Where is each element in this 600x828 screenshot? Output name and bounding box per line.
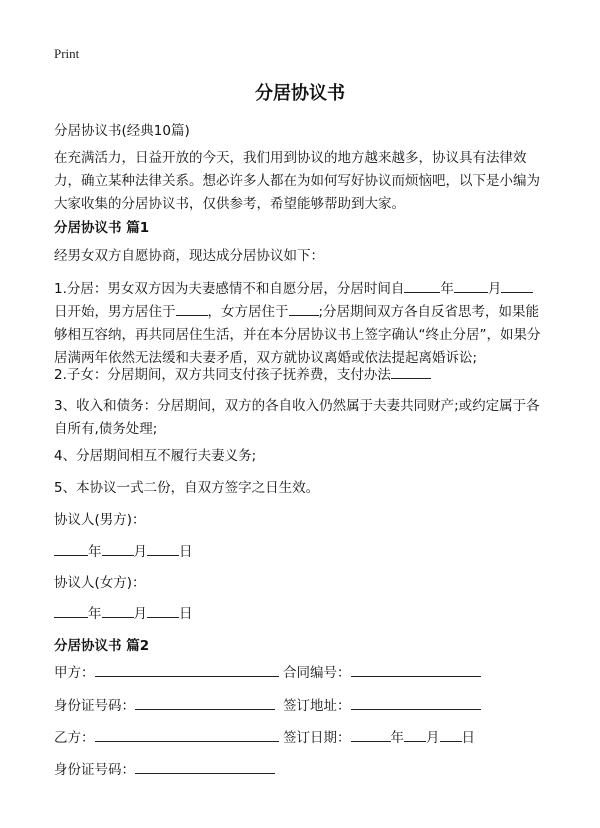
id-no-row <box>54 695 275 718</box>
blank-year <box>54 543 88 556</box>
blank-female-address <box>289 303 319 316</box>
blank-month <box>102 543 134 556</box>
blank-month <box>454 280 488 293</box>
section-heading-1: 分居协议书 篇1 <box>54 220 150 236</box>
section1-lead: 经男女双方自愿协商，现达成分居协议如下： <box>54 248 324 264</box>
party-a-row <box>54 662 279 685</box>
year-label: 年 <box>88 606 102 622</box>
blank-day <box>501 280 533 293</box>
blank-male-address <box>176 303 208 316</box>
document-subtitle: 分居协议书(经典10篇) <box>54 123 190 139</box>
month-label: 月 <box>487 281 502 297</box>
blank-day <box>147 605 179 618</box>
sign-place-label: 签订地址： <box>283 698 351 714</box>
blank-year <box>351 729 391 742</box>
id-no-blank <box>135 697 275 710</box>
party-b-row <box>54 727 279 750</box>
id-no-label: 身份证号码： <box>54 698 135 714</box>
year-label: 年 <box>440 281 454 297</box>
id-no-2-label: 身份证号码： <box>54 762 135 778</box>
day-label: 日 <box>179 606 193 622</box>
clause-3: 3、收入和债务：分居期间，双方的各自收入仍然属于夫妻共同财产;或约定属于各自所有,债务处理; <box>54 398 540 437</box>
id-no-2-blank <box>135 761 275 774</box>
day-label: 日 <box>461 730 475 746</box>
blank-day <box>440 729 462 742</box>
male-sign-date <box>54 541 193 564</box>
female-sign-date <box>54 603 193 626</box>
clause-2 <box>54 364 431 387</box>
blank-day <box>147 543 179 556</box>
clause-2-text: 2.子女：分居期间，双方共同支付孩子抚养费，支付办法 <box>54 367 391 383</box>
blank-year <box>404 280 440 293</box>
contract-no-label: 合同编号： <box>283 665 351 681</box>
clause-1-text-c: ，女方居住于 <box>207 304 289 320</box>
page-title: 分居协议书 <box>255 83 345 104</box>
month-label: 月 <box>133 544 147 560</box>
clause-1 <box>54 278 546 370</box>
blank-payment-method <box>391 366 431 379</box>
clause-1-text-d: ;分居期间双方各自反省思考，如果能够相互容纳，再共同居住生活，并在本分居协议书上签字确认“终止分居”，如果分居满两年依然无法缓和夫妻矛盾，双方就协议离婚或依法提起离婚诉讼; <box>54 304 541 366</box>
month-label: 月 <box>426 730 440 746</box>
clause-4: 4、分居期间相互不履行夫妻义务; <box>54 448 257 464</box>
contract-no-row <box>283 662 481 685</box>
sign-place-row <box>283 695 481 718</box>
clause-1-text-b: 日开始，男方居住于 <box>54 304 176 320</box>
id-no-2-row <box>54 759 275 782</box>
party-b-blank <box>95 729 279 742</box>
party-a-label: 甲方： <box>54 665 95 681</box>
party-male-label: 协议人(男方)： <box>54 512 146 528</box>
print-link[interactable]: Print <box>54 46 80 61</box>
year-label: 年 <box>390 730 404 746</box>
sign-date-row <box>283 727 475 750</box>
contract-no-blank <box>351 664 481 677</box>
clause-5: 5、本协议一式二份，自双方签字之日生效。 <box>54 480 320 496</box>
sign-place-blank <box>351 697 481 710</box>
party-b-label: 乙方： <box>54 730 95 746</box>
party-female-label: 协议人(女方)： <box>54 575 146 591</box>
month-label: 月 <box>133 606 147 622</box>
year-label: 年 <box>88 544 102 560</box>
blank-month <box>102 605 134 618</box>
blank-month <box>404 729 426 742</box>
sign-date-label: 签订日期： <box>283 730 351 746</box>
intro-paragraph: 在充满活力，日益开放的今天，我们用到协议的地方越来越多，协议具有法律效力，确立某种法律关系。想必许多人都在为如何写好协议而烦恼吧，以下是小编为大家收集的分居协议书，仅供参考，希望能够帮助到大家。 <box>54 150 540 212</box>
blank-year <box>54 605 88 618</box>
clause-1-text-a: 1.分居：男女双方因为夫妻感情不和自愿分居，分居时间自 <box>54 281 405 297</box>
section-heading-2: 分居协议书 篇2 <box>54 638 150 654</box>
party-a-blank <box>95 664 279 677</box>
day-label: 日 <box>179 544 193 560</box>
